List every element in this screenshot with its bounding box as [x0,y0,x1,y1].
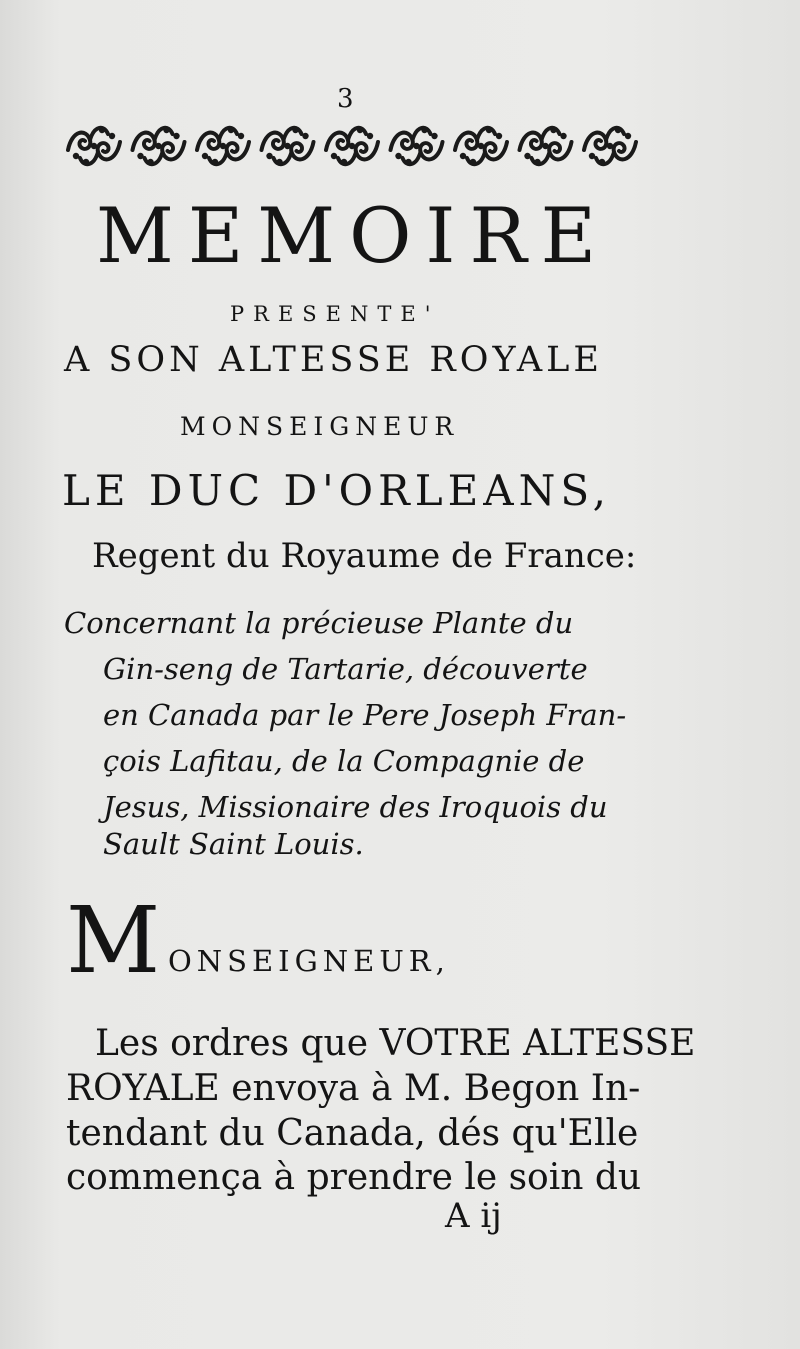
body-line: commença à prendre le soin du [66,1157,642,1198]
concernant-line: Gin-seng de Tartarie, découverte [103,652,588,686]
regent-line: Regent du Royaume de France: [92,536,637,576]
signature-mark: A ij [445,1196,502,1236]
concernant-line: Jesus, Missionaire des Iroquois du [103,790,608,824]
duke-line: LE DUC D'ORLEANS, [62,466,611,515]
body-line: ROYALE envoya à M. Begon In- [66,1068,641,1109]
concernant-line: Concernant la précieuse Plante du [64,606,574,640]
page-title: MEMOIRE [96,191,611,280]
drop-cap: M [66,887,161,994]
concernant-line: çois Lafitau, de la Compagnie de [103,744,585,778]
dedication-line: A SON ALTESSE ROYALE [64,340,603,380]
honorific-line: MONSEIGNEUR [180,412,460,441]
body-line: tendant du Canada, dés qu'Elle [66,1113,639,1154]
subtitle-presente: PRESENTE' [230,302,440,326]
salutation: ONSEIGNEUR, [168,944,450,978]
body-line: Les ordres que VOTRE ALTESSE [95,1023,696,1064]
fleuron-band-icon [62,117,644,175]
concernant-line: Sault Saint Louis. [103,827,364,861]
concernant-line: en Canada par le Pere Joseph Fran- [103,698,627,732]
page-number: 3 [337,84,354,114]
